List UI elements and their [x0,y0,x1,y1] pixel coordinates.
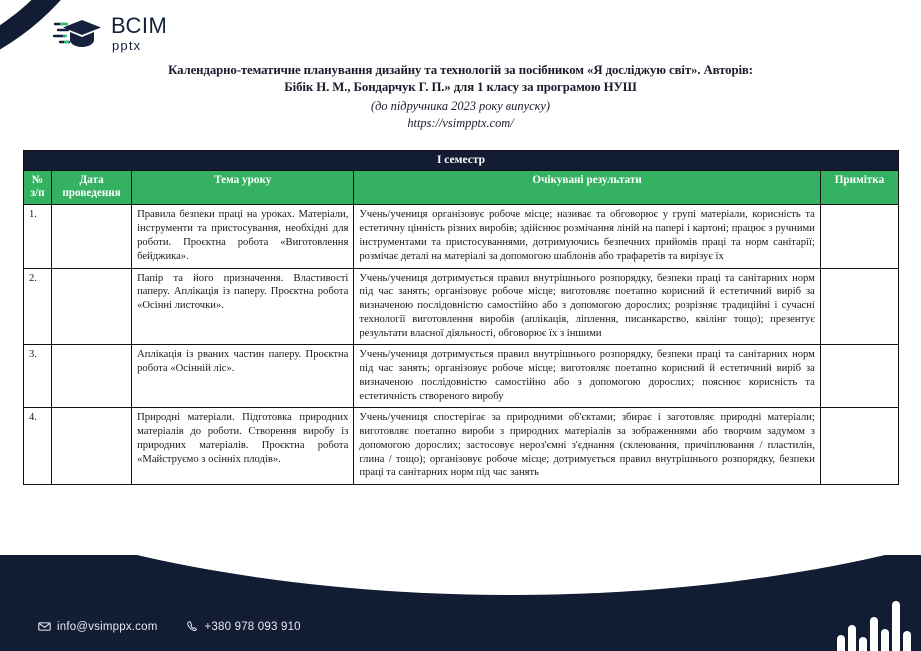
column-header-row [24,171,899,205]
cell-date[interactable] [52,345,132,408]
footer-curve-shape [0,555,921,595]
cell-number: 3. [24,345,52,408]
page-title-line-1: Календарно-тематичне планування дизайну та технологій за посібником «Я досліджую світ». Авторів: [168,63,753,77]
cell-theme: Природні матеріали. Підготовка природних матеріалів до роботи. Створення виробу із природних матеріалів. Проєктна робота «Майструємо з осінніх плодів». [132,408,354,485]
table-row [24,345,899,408]
cell-results: Учень/учениця організовує робоче місце; називає та обговорює у групі матеріали, корисність та естетичну цінність різних виробів; здійснює розмічання ліній на папері і картоні; працює з ручними інструментами та пристосуваннями, дотримуючись безпечних прийомів праці та норм санітарії; розмічає деталі на матеріалі за допомогою шаблонів або трафаретів та вирізує їх [354,205,821,268]
page-title-line-2: Бібік Н. М., Бондарчук Г. П.» для 1 класу за програмою НУШ [284,80,637,95]
brand-name: ВСІМ [111,12,168,38]
graduation-cap-icon [52,14,104,52]
column-header-date-line1: Дата [79,174,104,186]
cell-results: Учень/учениця дотримується правил внутрішнього розпорядку, безпеки праці та санітарних норм під час занять; організовує робоче місце; виготовляє поетапно корисний й естетичний виріб за визначеною послідовністю самостійно або з допомогою дорослих; пояснює корисність та естетичність створеного виробу [354,345,821,408]
page-title-block [0,62,921,131]
planning-table [23,150,899,485]
column-header-theme: Тема уроку [132,171,354,205]
footer-band [0,555,921,651]
envelope-icon [38,620,51,633]
semester-label: I семестр [24,151,899,171]
column-header-number-line1: № [31,174,44,186]
brand-wordmark [111,12,168,53]
table-row [24,205,899,268]
cell-note[interactable] [820,408,898,485]
semester-header-row [24,151,899,171]
cell-theme: Правила безпеки праці на уроках. Матеріали, інструменти та пристосування, необхідні для роботи. Проєктна робота «Виготовлення бейджика». [132,205,354,268]
footer-email-text: info@vsimppx.com [57,620,158,633]
cell-results: Учень/учениця дотримується правил внутрішнього розпорядку, безпеки праці та санітарних норм під час занять; організовує робоче місце; виготовляє поетапно корисний й естетичний виріб за визначеною послідовністю самостійно або з допомогою дорослих; розрізняє традиційні і сучасні технології виготовлення виробів (аплікація, ліплення, писанкарство, квілінг тощо); презентує результати власної діяльності, обговорює їх з іншими [354,268,821,345]
cell-date[interactable] [52,408,132,485]
column-header-note: Примітка [820,171,898,205]
cell-number: 4. [24,408,52,485]
column-header-date [52,171,132,205]
footer-contact [38,620,301,633]
cell-date[interactable] [52,268,132,345]
cell-number: 1. [24,205,52,268]
phone-icon [186,620,199,633]
equalizer-bars-graphic [837,593,913,651]
brand-suffix: pptx [112,37,142,53]
cell-note[interactable] [820,345,898,408]
planning-table-container [23,150,899,485]
table-row [24,268,899,345]
cell-note[interactable] [820,205,898,268]
cell-number: 2. [24,268,52,345]
footer-phone-text: +380 978 093 910 [204,620,301,633]
footer-phone[interactable] [186,620,301,633]
cell-date[interactable] [52,205,132,268]
footer-email[interactable] [38,620,158,633]
table-row [24,408,899,485]
column-header-results: Очікувані результати [354,171,821,205]
page-source-url: https://vsimpptx.com/ [407,116,514,131]
cell-note[interactable] [820,268,898,345]
column-header-number-line2: з/п [30,187,45,200]
page-title [0,62,921,96]
column-header-number [24,171,52,205]
column-header-date-line2: проведення [62,187,121,200]
cell-results: Учень/учениця спостерігає за природними об'єктами; збирає і заготовляє природні матеріали; виготовляє поетапно вироби з природних матеріалів за зображеннями або творчим задумом з допомогою дорослих; застосовує нероз'ємні з'єднання (склеювання, причіплювання / пластилін, глина / тощо); організовує робоче місце; дотримується правил внутрішнього розпорядку, безпеки праці та санітарних норм під час занять [354,408,821,485]
page-subtitle: (до підручника 2023 року випуску) [370,99,550,114]
brand-logo [52,14,167,52]
cell-theme: Папір та його призначення. Властивості паперу. Аплікація із паперу. Проєктна робота «Осінні листочки». [132,268,354,345]
cell-theme: Аплікація із рваних частин паперу. Проєктна робота «Осінній ліс». [132,345,354,408]
